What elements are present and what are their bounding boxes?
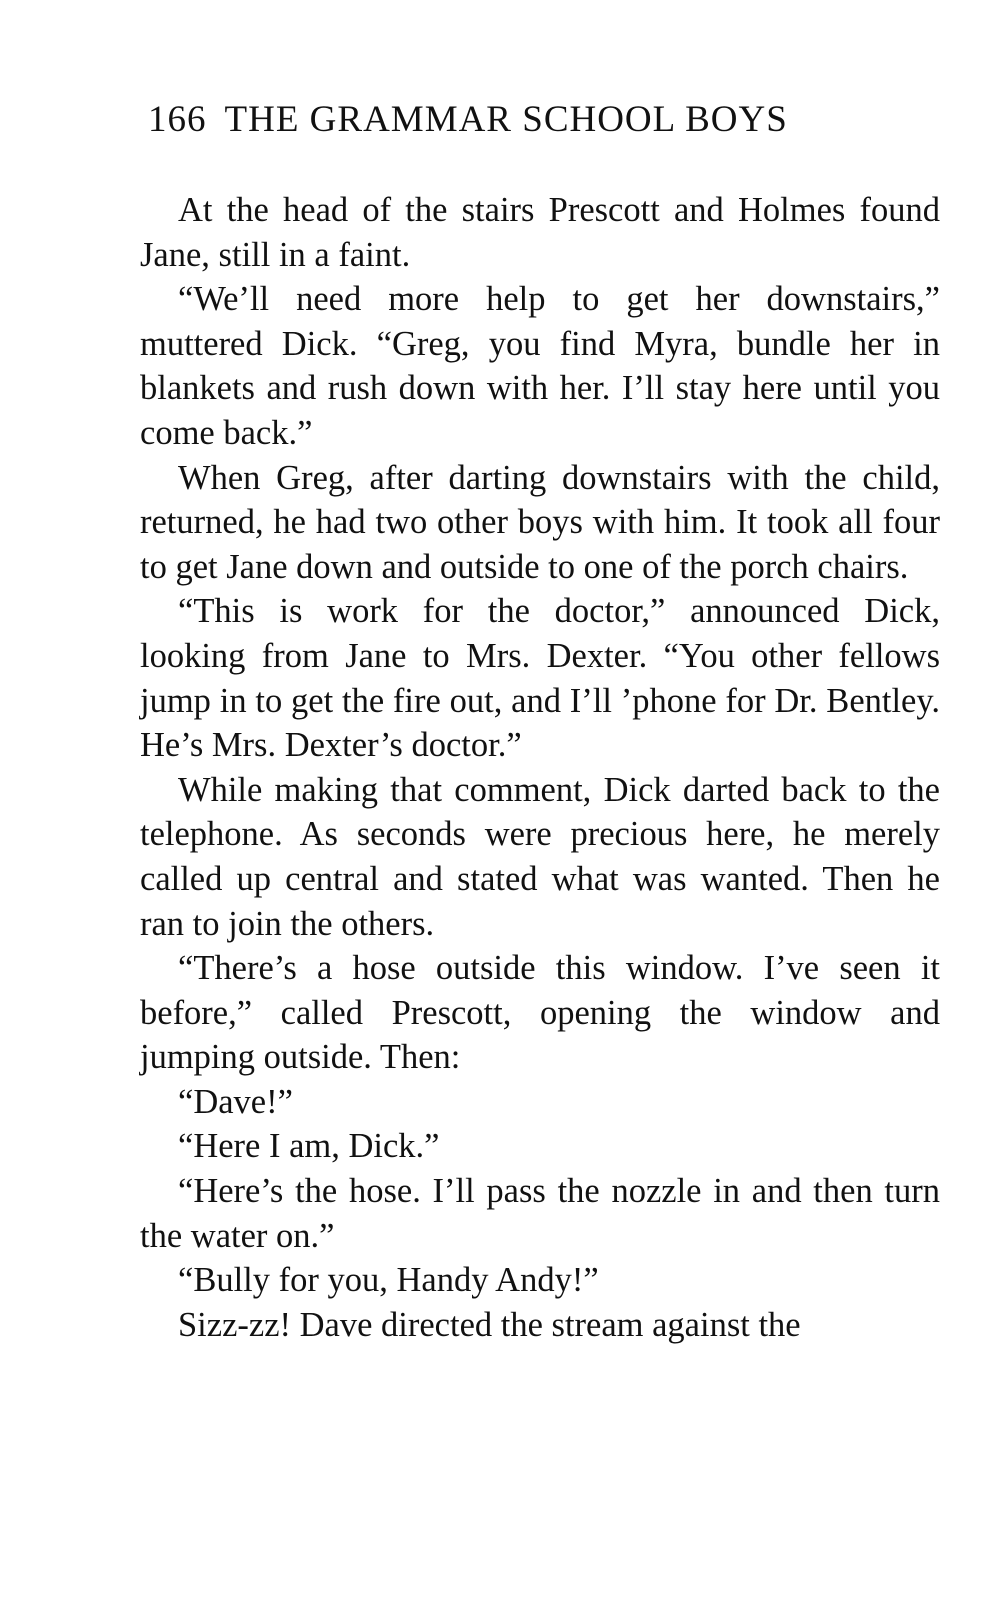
paragraph: “This is work for the doctor,” announced Dick, looking from Jane to Mrs. Dexter. “You other fellows jump in to get the fire out, and I’ll ’phone for Dr. Bentley. He’s Mrs. Dexter’s doctor.” — [140, 592, 940, 765]
paragraph: “Here’s the hose. I’ll pass the nozzle in and then turn the water on.” — [140, 1172, 940, 1255]
body-text — [140, 188, 940, 1347]
paragraph: “We’ll need more help to get her downstairs,” muttered Dick. “Greg, you find Myra, bundle her in blankets and rush down with her. I’ll stay here until you come back.” — [140, 280, 940, 452]
paragraph: At the head of the stairs Prescott and Holmes found Jane, still in a faint. — [140, 191, 940, 274]
paragraph: “There’s a hose outside this window. I’ve seen it before,” called Prescott, opening the window and jumping outside. Then: — [140, 949, 940, 1077]
running-title: THE GRAMMAR SCHOOL BOYS — [224, 99, 788, 140]
paragraph: While making that comment, Dick darted back to the telephone. As seconds were precious here, he merely called up central and stated what was wanted. Then he ran to join the others. — [140, 770, 940, 943]
paragraph: “Dave!” — [178, 1082, 293, 1121]
paragraph: “Here I am, Dick.” — [178, 1127, 440, 1166]
paragraph: “Bully for you, Handy Andy!” — [178, 1261, 599, 1300]
paragraph: When Greg, after darting downstairs with the child, returned, he had two other boys with him. It took all four to get Jane down and outside to one of the porch chairs. — [140, 458, 940, 586]
paragraph-continued: Sizz-zz! Dave directed the stream against the — [178, 1305, 801, 1344]
running-head — [148, 96, 888, 144]
page-number: 166 — [148, 99, 207, 140]
